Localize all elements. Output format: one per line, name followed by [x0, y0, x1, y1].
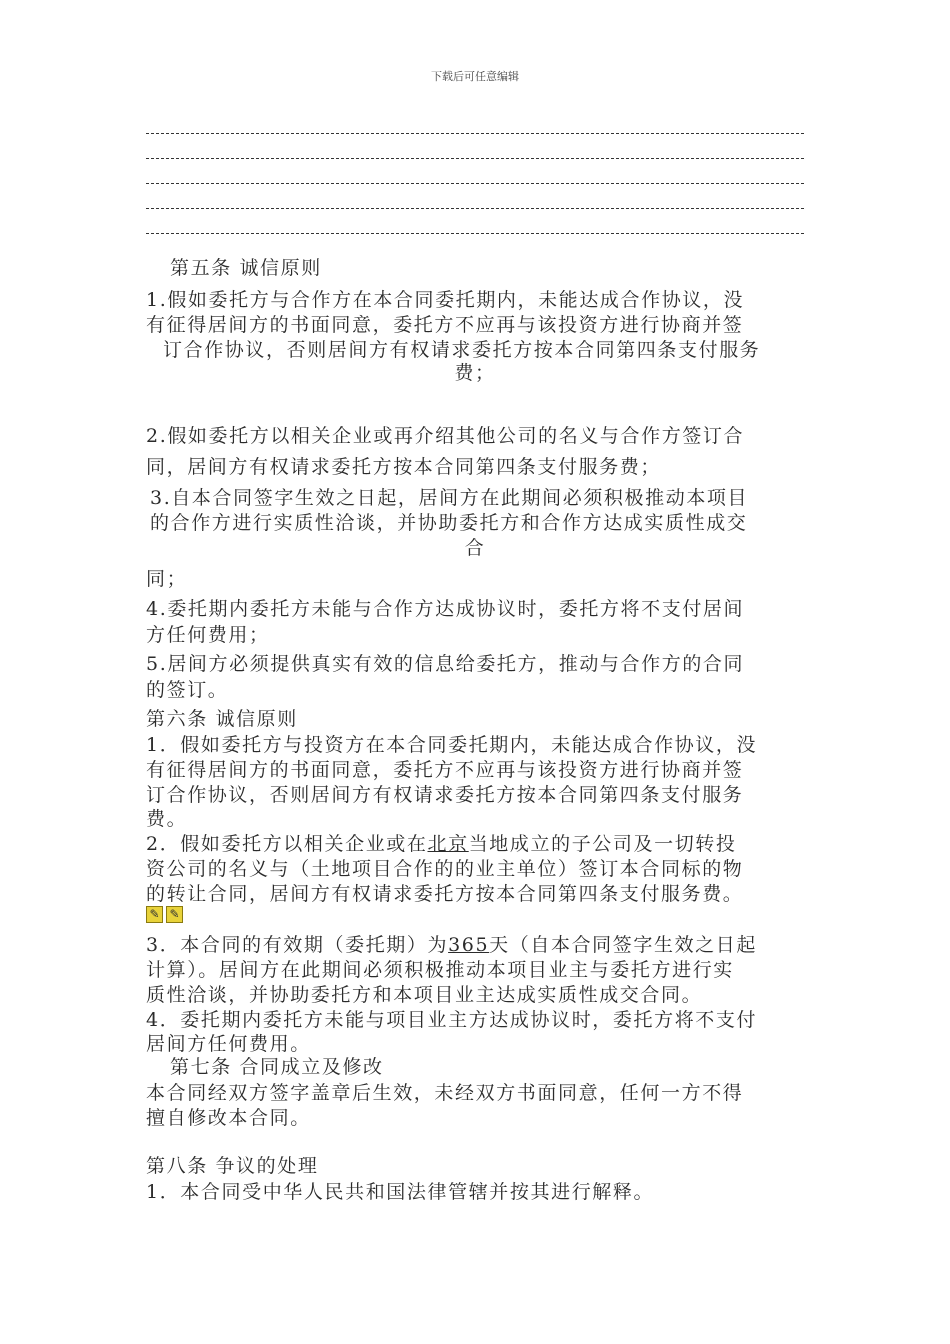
article-6-p2-line: 的转让合同，居间方有权请求委托方按本合同第四条支付服务费。: [146, 883, 744, 905]
article-6-p4-line: 4．委托期内委托方未能与项目业主方达成协议时，委托方将不支付: [146, 1009, 758, 1031]
article-6-p1-line: 费。: [146, 808, 188, 830]
article-6-p3-line: [146, 933, 757, 957]
article-5-p2-line: 同，居间方有权请求委托方按本合同第四条支付服务费；: [146, 456, 662, 478]
article-5-p3-line: 的合作方进行实质性洽谈，并协助委托方和合作方达成实质性成交: [150, 512, 748, 534]
article-6-p1-line: 订合作协议，否则居间方有权请求委托方按本合同第四条支付服务: [146, 784, 744, 806]
pencil-icon[interactable]: ✎: [146, 906, 163, 923]
article-6-p3-text: 天（自本合同签字生效之日起: [489, 934, 757, 956]
dashed-rule: [146, 133, 804, 134]
dashed-rule: [146, 183, 804, 184]
article-5-p1-line: 1.假如委托方与合作方在本合同委托期内，未能达成合作协议，没: [146, 289, 745, 311]
article-5-p4-line: 4.委托期内委托方未能与合作方达成协议时，委托方将不支付居间: [146, 598, 745, 620]
dashed-rule: [146, 233, 804, 234]
page-header: 下载后可任意编辑: [431, 70, 519, 83]
article-6-title: 第六条 诚信原则: [146, 708, 298, 730]
article-6-p2-line: [146, 832, 737, 856]
location-underlined: 北京: [427, 833, 469, 855]
article-8-title: 第八条 争议的处理: [146, 1155, 319, 1177]
article-5-p1-line: 订合作协议，否则居间方有权请求委托方按本合同第四条支付服务: [163, 339, 761, 361]
dashed-rule: [146, 158, 804, 159]
dashed-rule: [146, 208, 804, 209]
article-7-title: 第七条 合同成立及修改: [170, 1056, 384, 1078]
article-5-p1-line: 有征得居间方的书面同意，委托方不应再与该投资方进行协商并签: [146, 314, 744, 336]
article-5-p3-line: 同；: [146, 568, 188, 590]
article-5-p5-line: 的签订。: [146, 679, 229, 701]
article-6-p2-line: 资公司的名义与（土地项目合作的的业主单位）签订本合同标的物: [146, 858, 744, 880]
article-5-p3-line: 3.自本合同签字生效之日起，居间方在此期间必须积极推动本项目: [150, 487, 749, 509]
article-6-p3-line: 质性洽谈，并协助委托方和本项目业主达成实质性成交合同。: [146, 984, 703, 1006]
article-5-title: 第五条 诚信原则: [170, 257, 322, 279]
article-8-p1-line: 1．本合同受中华人民共和国法律管辖并按其进行解释。: [146, 1181, 655, 1203]
term-days-underlined: 365: [448, 934, 490, 956]
article-6-p2-text: 2．假如委托方以相关企业或在: [146, 833, 428, 855]
article-6-p3-text: 3．本合同的有效期（委托期）为: [146, 934, 449, 956]
article-5-p5-line: 5.居间方必须提供真实有效的信息给委托方，推动与合作方的合同: [146, 653, 745, 675]
article-6-p3-line: 计算）。居间方在此期间必须积极推动本项目业主与委托方进行实: [146, 959, 734, 981]
article-5-p1-line: 费；: [454, 362, 496, 384]
article-6-p1-line: 有征得居间方的书面同意，委托方不应再与该投资方进行协商并签: [146, 759, 744, 781]
article-6-p1-line: 1．假如委托方与投资方在本合同委托期内，未能达成合作协议，没: [146, 734, 758, 756]
article-5-p4-line: 方任何费用；: [146, 624, 270, 646]
article-6-p4-line: 居间方任何费用。: [146, 1033, 311, 1055]
article-6-p2-text: 当地成立的子公司及一切转投: [468, 833, 737, 855]
pencil-icon[interactable]: ✎: [166, 906, 183, 923]
article-5-p3-line: 合: [464, 537, 486, 559]
article-7-body-line: 擅自修改本合同。: [146, 1107, 311, 1129]
article-7-body-line: 本合同经双方签字盖章后生效，未经双方书面同意，任何一方不得: [146, 1082, 744, 1104]
article-5-p2-line: 2.假如委托方以相关企业或再介绍其他公司的名义与合作方签订合: [146, 425, 745, 447]
